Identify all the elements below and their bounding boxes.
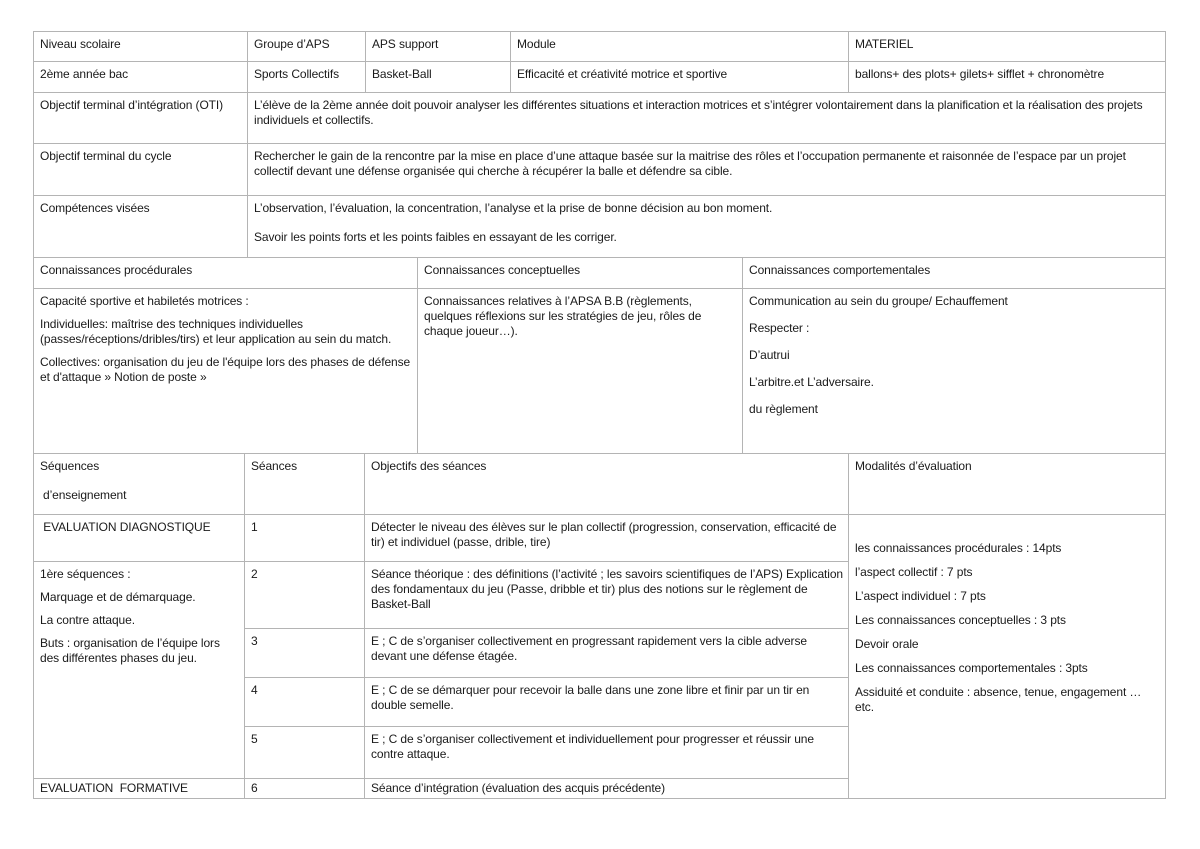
comport-item: du règlement xyxy=(749,402,818,416)
header-labels-row xyxy=(34,32,1166,62)
seance-number: 1 xyxy=(245,515,365,562)
comport-item: Communication au sein du groupe/ Echauffement xyxy=(749,294,1008,308)
seq-label-line: Séquences xyxy=(40,459,100,473)
cycle-text: Rechercher le gain de la rencontre par la mise en place d’une attaque basée sur la maitrise des rôles et l’occupation permanente et raisonnée de l’espace par un projet collectif devant une défense organisée qui cherche à récupérer la balle et défendre sa cible. xyxy=(248,144,1166,196)
seance-objective: E ; C de s’organiser collectivement en progressant rapidement vers la cible adverse devant une défense étagée. xyxy=(365,629,849,678)
connaissances-table xyxy=(33,257,1166,454)
niveau-value: 2ème année bac xyxy=(34,62,248,93)
concept-content: Connaissances relatives à l’APSA B.B (règlements, quelques réflexions sur les stratégies de jeu, rôles de chaque joueur…). xyxy=(418,289,743,454)
modalite-item: Assiduité et conduite : absence, tenue, engagement …etc. xyxy=(855,685,1142,714)
aps-value: Basket-Ball xyxy=(366,62,511,93)
competences-line-2: Savoir les points forts et les points faibles en essayant de les corriger. xyxy=(254,230,617,244)
oti-label: Objectif terminal d’intégration (OTI) xyxy=(34,93,248,144)
modalite-item: Les connaissances comportementales : 3pts xyxy=(855,661,1088,675)
niveau-label: Niveau scolaire xyxy=(34,32,248,62)
seance-objective: E ; C de s’organiser collectivement et individuellement pour progresser et réussir une contre attaque. xyxy=(365,727,849,779)
module-value: Efficacité et créativité motrice et sportive xyxy=(511,62,849,93)
seance-objective: E ; C de se démarquer pour recevoir la balle dans une zone libre et finir par un tir en double semelle. xyxy=(365,678,849,727)
modalites-label: Modalités d’évaluation xyxy=(849,454,1166,515)
sequences-header-row xyxy=(34,454,1166,515)
groupe-label: Groupe d’APS xyxy=(248,32,366,62)
seq1-item: Buts : organisation de l’équipe lors des différentes phases du jeu. xyxy=(40,636,220,665)
concept-label: Connaissances conceptuelles xyxy=(418,258,743,289)
seances-label: Séances xyxy=(245,454,365,515)
diag-label: EVALUATION DIAGNOSTIQUE xyxy=(34,515,245,562)
modalite-item: Les connaissances conceptuelles : 3 pts xyxy=(855,613,1066,627)
header-table xyxy=(33,31,1166,258)
competences-line-1: L’observation, l’évaluation, la concentration, l’analyse et la prise de bonne décision au bon moment. xyxy=(254,201,773,215)
cycle-label: Objectif terminal du cycle xyxy=(34,144,248,196)
seance-number: 2 xyxy=(245,562,365,629)
materiel-label: MATERIEL xyxy=(849,32,1166,62)
table-row xyxy=(34,515,1166,562)
seq-label-line: d’enseignement xyxy=(43,488,127,502)
module-label: Module xyxy=(511,32,849,62)
comport-content xyxy=(743,289,1166,454)
proc-paragraph: Collectives: organisation du jeu de l'équipe lors des phases de défense et d'attaque » Notion de poste » xyxy=(40,355,411,384)
seance-number: 3 xyxy=(245,629,365,678)
modalite-item: Devoir orale xyxy=(855,637,919,651)
oti-text: L’élève de la 2ème année doit pouvoir analyser les différentes situations et interaction motrices et s’intégrer volontairement dans la planification et la réalisation des projets individuels et collectifs. xyxy=(248,93,1166,144)
header-values-row xyxy=(34,62,1166,93)
seance-number: 6 xyxy=(245,779,365,799)
proc-content xyxy=(34,289,418,454)
seance-objective: Séance d’intégration (évaluation des acquis précédente) xyxy=(365,779,849,799)
proc-paragraph: Capacité sportive et habiletés motrices : xyxy=(40,294,249,308)
connaissances-content-row xyxy=(34,289,1166,454)
materiel-value: ballons+ des plots+ gilets+ sifflet + chronomètre xyxy=(849,62,1166,93)
proc-paragraph: Individuelles: maîtrise des techniques individuelles (passes/réceptions/dribles/tirs) et leur application au sein du match. xyxy=(40,317,392,346)
competences-row xyxy=(34,196,1166,258)
connaissances-labels-row xyxy=(34,258,1166,289)
sequences-label xyxy=(34,454,245,515)
cycle-row xyxy=(34,144,1166,196)
modalite-item: L’aspect individuel : 7 pts xyxy=(855,589,986,603)
seance-number: 5 xyxy=(245,727,365,779)
proc-label: Connaissances procédurales xyxy=(34,258,418,289)
seance-objective: Séance théorique : des définitions (l’activité ; les savoirs scientifiques de l’APS) Explication des fondamentaux du jeu (Passe, dribble et tir) plus des notions sur le règlement de Basket-Ball xyxy=(365,562,849,629)
comport-item: Respecter : xyxy=(749,321,810,335)
form-label: EVALUATION FORMATIVE xyxy=(34,779,245,799)
modalite-item: l’aspect collectif : 7 pts xyxy=(855,565,973,579)
oti-row xyxy=(34,93,1166,144)
seq1-title: 1ère séquences : xyxy=(40,567,131,581)
competences-text xyxy=(248,196,1166,258)
modalite-item: les connaissances procédurales : 14pts xyxy=(855,541,1062,555)
seance-number: 4 xyxy=(245,678,365,727)
seq1-item: La contre attaque. xyxy=(40,613,135,627)
sequences-table xyxy=(33,453,1166,799)
comport-label: Connaissances comportementales xyxy=(743,258,1166,289)
modalites-content xyxy=(849,515,1166,799)
lesson-plan-document xyxy=(33,31,1165,799)
seance-objective: Détecter le niveau des élèves sur le plan collectif (progression, conservation, efficacité de tir) et individuel (passe, drible, tire) xyxy=(365,515,849,562)
objectifs-label: Objectifs des séances xyxy=(365,454,849,515)
seq1-content xyxy=(34,562,245,779)
aps-label: APS support xyxy=(366,32,511,62)
comport-item: D’autrui xyxy=(749,348,790,362)
groupe-value: Sports Collectifs xyxy=(248,62,366,93)
comport-item: L’arbitre.et L’adversaire. xyxy=(749,375,874,389)
seq1-item: Marquage et de démarquage. xyxy=(40,590,196,604)
competences-label: Compétences visées xyxy=(34,196,248,258)
